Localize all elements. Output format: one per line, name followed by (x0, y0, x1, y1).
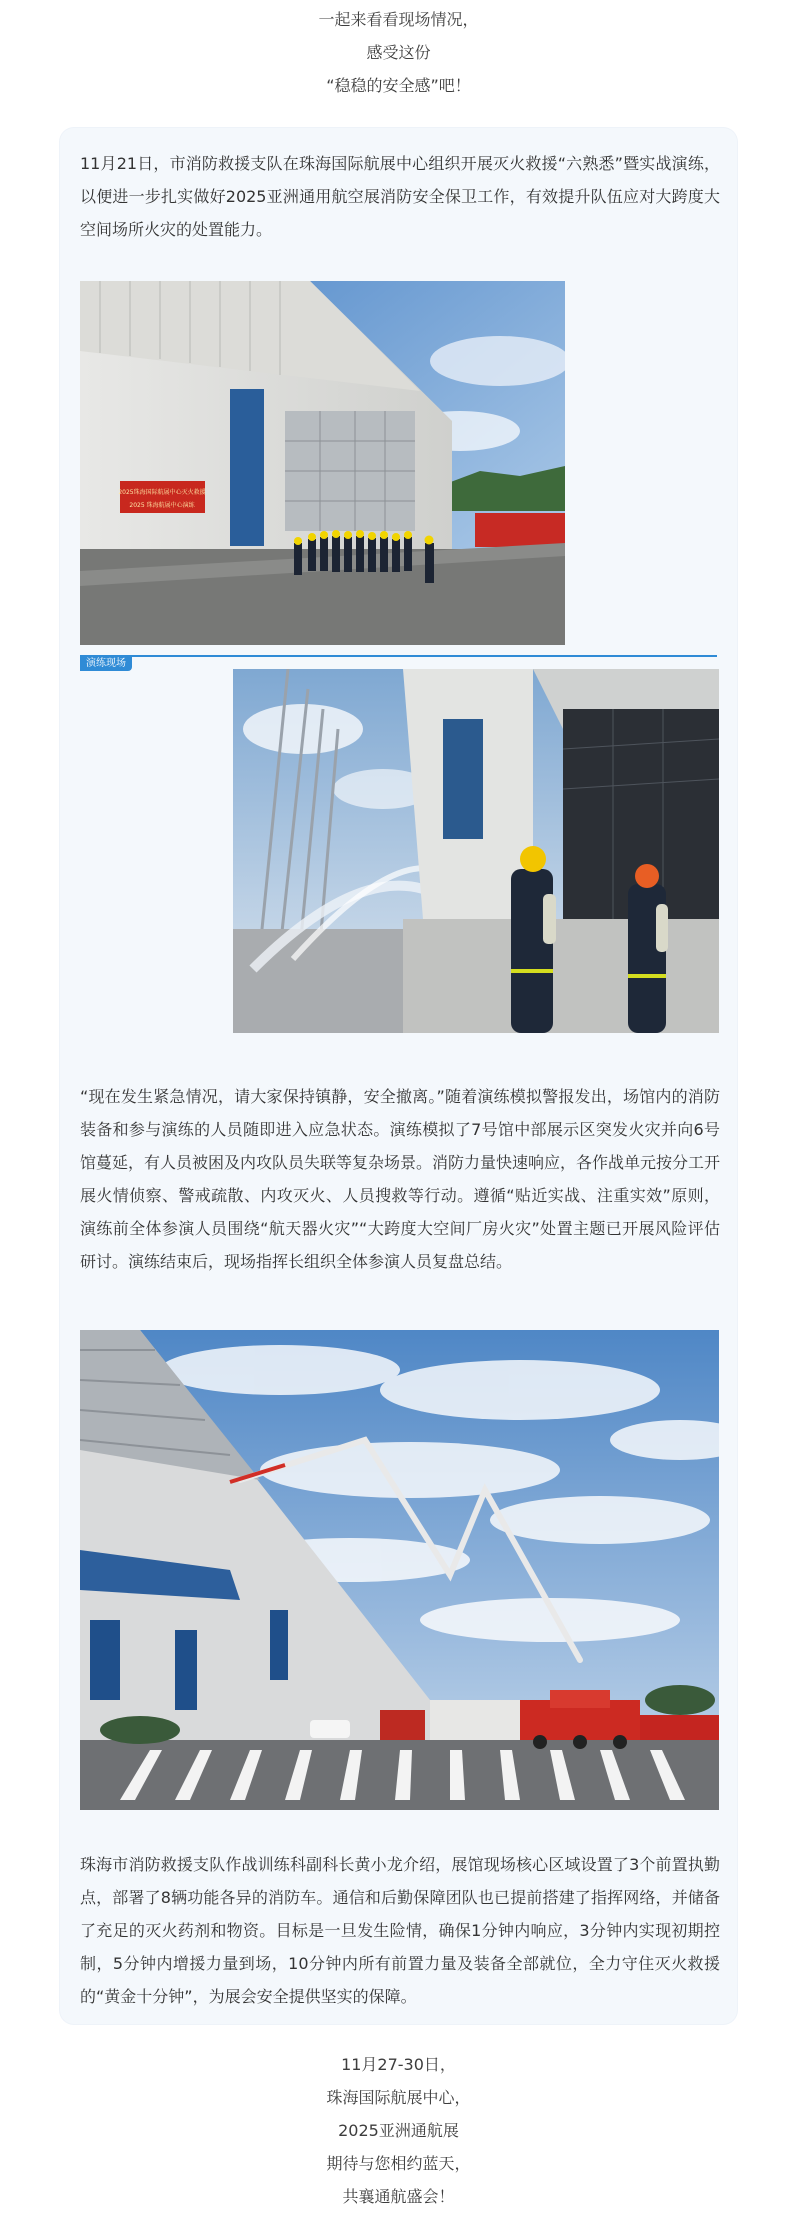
tag-divider (80, 655, 717, 657)
outro-line: 珠海国际航展中心， (326, 2088, 471, 2107)
outro-line: 共襄通航盛会！ (342, 2187, 455, 2206)
outro-line: 期待与您相约蓝天， (326, 2154, 471, 2173)
paragraph-intro: 11月21日，市消防救援支队在珠海国际航展中心组织开展灭火救援“六熟悉”暨实战演练，以便进一步扎实做好2025亚洲通用航空展消防安全保卫工作，有效提升队伍应对大跨度大空间场所火灾的处置能力。 (80, 154, 720, 239)
photo-aerial-ladder-truck (80, 1330, 719, 1810)
intro-block (0, 0, 797, 102)
outro-line: 11月27-30日， (341, 2055, 456, 2074)
intro-line: 一起来看看现场情况， (318, 10, 479, 29)
section-tag: 演练现场 (80, 656, 132, 671)
photo-water-spray-drill (233, 669, 719, 1033)
intro-line: “稳稳的安全感”吧！ (326, 76, 471, 95)
photo-hangar-firefighters (80, 281, 565, 645)
paragraph-drill-process: “现在发生紧急情况，请大家保持镇静，安全撤离。”随着演练模拟警报发出，场馆内的消防装备和参与演练的人员随即进入应急状态。演练模拟了7号馆中部展示区突发火灾并向6号馆蔓延，有人员被困及内攻队员失联等复杂场景。消防力量快速响应，各作战单元按分工开展火情侦察、警戒疏散、内攻灭火、人员搜救等行动。遵循“贴近实战、注重实效”原则，演练前全体参演人员围绕“航天器火灾”“大跨度大空间厂房火灾”处置主题已开展风险评估研讨。演练结束后，现场指挥长组织全体参演人员复盘总结。 (80, 1087, 721, 1271)
photo-banner-text-2: 2025 珠海航展中心演练 (129, 502, 195, 509)
outro-block (0, 2048, 797, 2213)
paragraph-deployment: 珠海市消防救援支队作战训练科副科长黄小龙介绍，展馆现场核心区域设置了3个前置执勤点，部署了8辆功能各异的消防车。通信和后勤保障团队也已提前搭建了指挥网络，并储备了充足的灭火药剂和物资。目标是一旦发生险情，确保1分钟内响应，3分钟内实现初期控制，5分钟内增援力量到场，10分钟内所有前置力量及装备全部就位，全力守住灭火救援的“黄金十分钟”，为展会安全提供坚实的保障。 (80, 1855, 720, 2006)
intro-line: 感受这份 (366, 43, 431, 62)
outro-line: 2025亚洲通航展 (338, 2121, 459, 2140)
photo-banner-text-1: 2025珠海国际航展中心灭火救援 (118, 489, 206, 496)
